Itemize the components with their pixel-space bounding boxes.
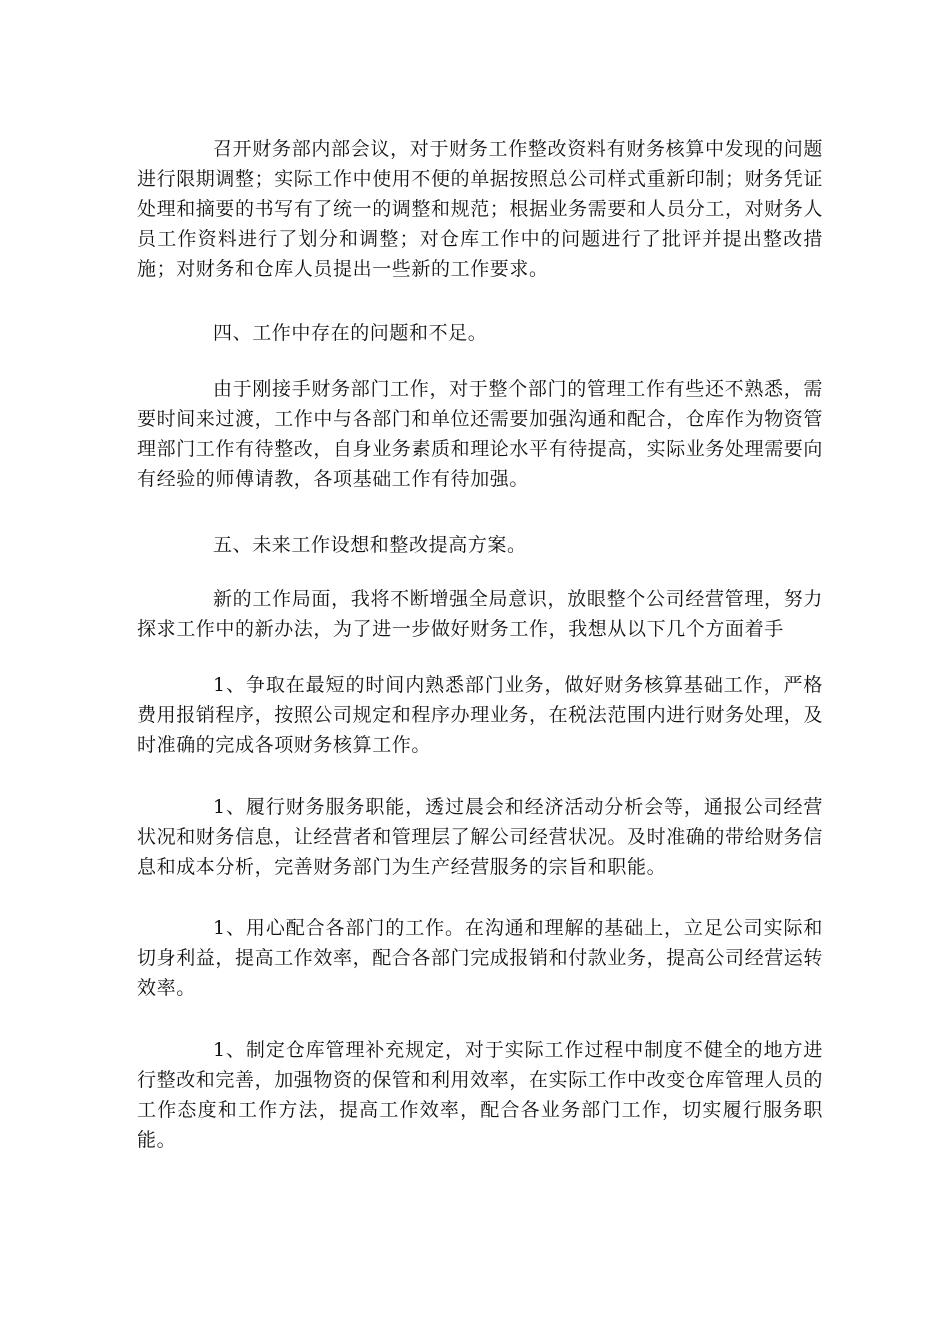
- section-heading-future-plan: 五、未来工作设想和整改提高方案。: [213, 534, 527, 556]
- paragraph-problems: 由于刚接手财务部门工作，对于整个部门的管理工作有些还不熟悉，需要时间来过渡，工作中与各部门和单位还需要加强沟通和配合，仓库作为物资管理部门工作有待整改，自身业务素质和理论水平有待提高，实际业务处理需要向有经验的师傅请教，各项基础工作有待加强。: [137, 378, 824, 490]
- paragraph-finance-meeting: 召开财务部内部会议，对于财务工作整改资料有财务核算中发现的问题进行限期调整；实际工作中使用不便的单据按照总公司样式重新印制；财务凭证处理和摘要的书写有了统一的调整和规范；根据业务需要和人员分工，对财务人员工作资料进行了划分和调整；对仓库工作中的问题进行了批评并提出整改措施；对财务和仓库人员提出一些新的工作要求。: [137, 138, 824, 280]
- paragraph-item-service: 1、履行财务服务职能，透过晨会和经济活动分析会等，通报公司经营状况和财务信息，让经营者和管理层了解公司经营状况。及时准确的带给财务信息和成本分析，完善财务部门为生产经营服务的宗旨和职能。: [137, 796, 824, 878]
- paragraph-item-cooperation: 1、用心配合各部门的工作。在沟通和理解的基础上，立足公司实际和切身利益，提高工作效率，配合各部门完成报销和付款业务，提高公司经营运转效率。: [137, 917, 824, 999]
- paragraph-new-situation: 新的工作局面，我将不断增强全局意识，放眼整个公司经营管理，努力探求工作中的新办法，为了进一步做好财务工作，我想从以下几个方面着手: [137, 588, 823, 640]
- paragraph-item-familiarize: 1、争取在最短的时间内熟悉部门业务，做好财务核算基础工作，严格费用报销程序，按照公司规定和程序办理业务，在税法范围内进行财务处理，及时准确的完成各项财务核算工作。: [137, 674, 824, 756]
- section-heading-problems: 四、工作中存在的问题和不足。: [213, 322, 488, 344]
- paragraph-item-warehouse: 1、制定仓库管理补充规定，对于实际工作过程中制度不健全的地方进行整改和完善，加强物资的保管和利用效率，在实际工作中改变仓库管理人员的工作态度和工作方法，提高工作效率，配合各业务部门工作，切实履行服务职能。: [137, 1039, 824, 1151]
